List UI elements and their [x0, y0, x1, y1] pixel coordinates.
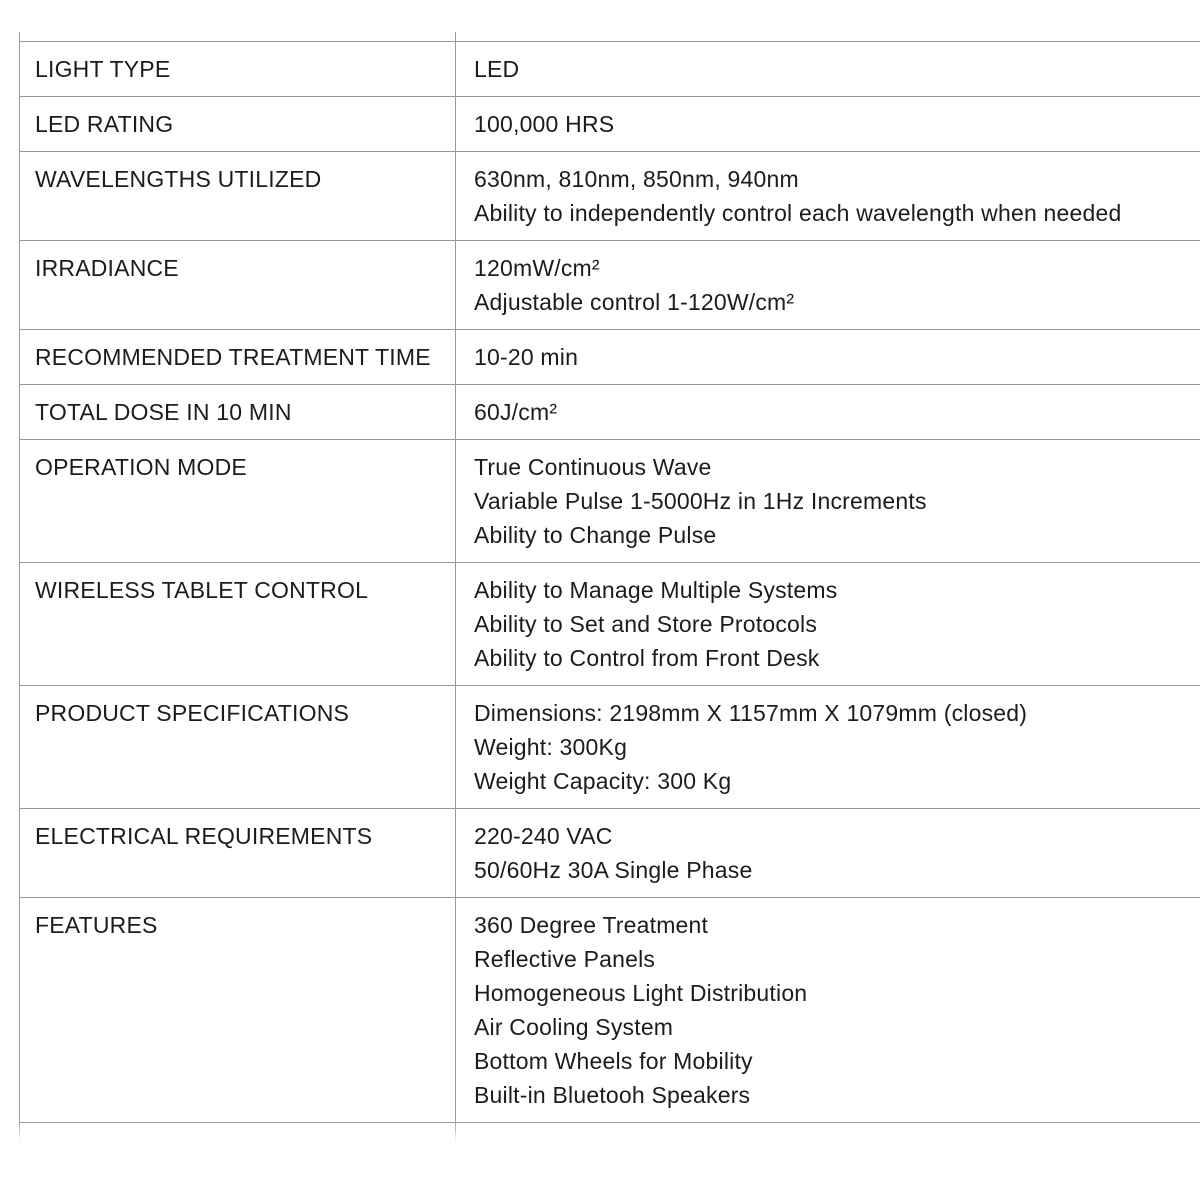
spec-value-line: Reflective Panels: [474, 946, 656, 972]
table-row: [19, 439, 1200, 562]
spec-value: [455, 440, 1200, 562]
spec-value: [455, 97, 1200, 151]
table-row: [19, 562, 1200, 685]
table-row: [19, 897, 1200, 1122]
spec-value-line: Weight: 300Kg: [474, 734, 628, 760]
spec-value-line: 60J/cm²: [474, 399, 558, 425]
spec-label: LED RATING: [35, 111, 174, 137]
spec-label: WAVELENGTHS UTILIZED: [35, 166, 322, 192]
spec-value-line: Ability to Change Pulse: [474, 522, 717, 548]
spec-value-line: 360 Degree Treatment: [474, 912, 709, 938]
spec-value-line: Dimensions: 2198mm X 1157mm X 1079mm (closed): [474, 700, 1028, 726]
spec-value-line: Ability to Manage Multiple Systems: [474, 577, 838, 603]
spec-value-line: 10-20 min: [474, 344, 579, 370]
spec-value-line: Variable Pulse 1-5000Hz in 1Hz Increments: [474, 488, 927, 514]
table-row: [19, 384, 1200, 439]
spec-label-illegible: [19, 1123, 455, 1148]
spec-label: FEATURES: [35, 912, 158, 938]
spec-value-line: Homogeneous Light Distribution: [474, 980, 808, 1006]
spec-value-line: Bottom Wheels for Mobility: [474, 1048, 753, 1074]
spec-rows-container: [19, 32, 1200, 1148]
spec-label: OPERATION MODE: [35, 454, 247, 480]
spec-value-line: Ability to independently control each wavelength when needed: [474, 200, 1122, 226]
spec-label: ELECTRICAL REQUIREMENTS: [35, 823, 373, 849]
table-row: [19, 151, 1200, 240]
spec-label: PRODUCT SPECIFICATIONS: [35, 700, 350, 726]
spec-value-line: 220-240 VAC: [474, 823, 613, 849]
spec-value-line: Built-in Bluetooh Speakers: [474, 1082, 751, 1108]
spec-value: [455, 241, 1200, 329]
spec-label: WIRELESS TABLET CONTROL: [35, 577, 369, 603]
spec-table: [19, 32, 1200, 1148]
spec-value-illegible: [455, 1123, 1200, 1148]
spec-label: RECOMMENDED TREATMENT TIME: [35, 344, 431, 370]
table-row: [19, 240, 1200, 329]
spec-value: [455, 42, 1200, 96]
spec-value: [455, 898, 1200, 1122]
spec-value: [455, 385, 1200, 439]
spec-value-line: Weight Capacity: 300 Kg: [474, 768, 732, 794]
spec-value-line: Ability to Set and Store Protocols: [474, 611, 818, 637]
table-row: [19, 41, 1200, 96]
spec-value-line: LED: [474, 56, 520, 82]
spec-label: TOTAL DOSE IN 10 MIN: [35, 399, 292, 425]
table-row: [19, 96, 1200, 151]
spec-value-line: Air Cooling System: [474, 1014, 674, 1040]
table-row: [19, 329, 1200, 384]
spec-value-line: 50/60Hz 30A Single Phase: [474, 857, 753, 883]
spec-value: [455, 563, 1200, 685]
spec-label: LIGHT TYPE: [35, 56, 171, 82]
spec-value: [455, 152, 1200, 240]
spec-label: IRRADIANCE: [35, 255, 179, 281]
spec-value-line: 630nm, 810nm, 850nm, 940nm: [474, 166, 799, 192]
table-row: [19, 685, 1200, 808]
spec-value-line: 100,000 HRS: [474, 111, 615, 137]
spec-value-line: True Continuous Wave: [474, 454, 712, 480]
table-column-divider: [455, 32, 456, 1148]
table-row-truncated: [19, 1122, 1200, 1148]
spec-value-line: Adjustable control 1-120W/cm²: [474, 289, 795, 315]
spec-value: [455, 809, 1200, 897]
spec-value-line: Ability to Control from Front Desk: [474, 645, 820, 671]
spec-value: [455, 330, 1200, 384]
table-left-border: [19, 32, 20, 1148]
table-row: [19, 808, 1200, 897]
spec-value: [455, 686, 1200, 808]
spec-value-line: 120mW/cm²: [474, 255, 600, 281]
